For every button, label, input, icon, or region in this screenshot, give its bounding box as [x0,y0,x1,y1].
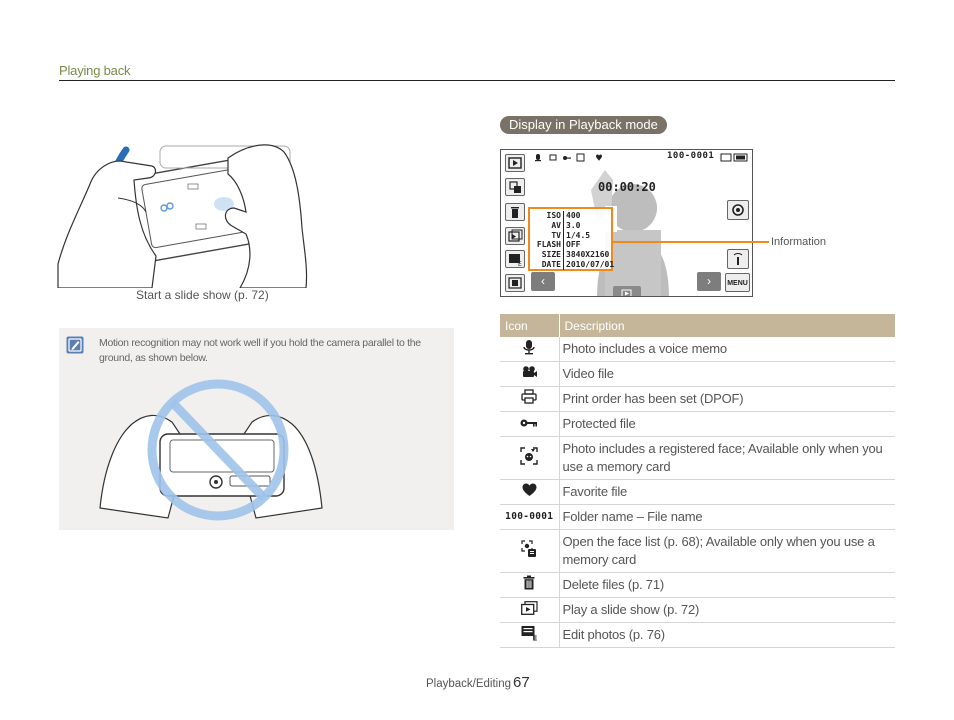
folder-file-name-icon: 100-0001 [505,511,554,523]
information-callout-label: Information [771,236,827,248]
screen-slideshow-button[interactable] [505,227,525,245]
screen-info-key: AV [551,220,561,230]
screen-next-button[interactable]: › [697,272,721,291]
table-header-description: Description [559,314,895,337]
header-divider [59,80,895,81]
table-icon-cell [500,505,559,530]
playback-screen [500,149,753,297]
screen-info-row [532,231,614,241]
table-row [500,437,895,480]
icon-table [500,314,895,648]
screen-info-row [532,250,614,260]
svg-text:E: E [532,634,537,641]
table-description-cell: Edit photos (p. 76) [559,623,895,648]
screen-play-tab[interactable] [613,286,641,297]
table-icon-cell [500,598,559,623]
heart-icon [522,483,537,502]
card-icon [721,154,731,161]
table-icon-cell [500,573,559,598]
status-key-icon [563,156,571,160]
table-icon-cell [500,337,559,362]
screen-info-row [532,240,614,250]
section-title: Playing back [59,63,131,78]
status-print-icon [550,155,556,160]
table-description-cell: Favorite file [559,480,895,505]
parallel-camera-prohibited-illustration [96,378,326,524]
table-row [500,505,895,530]
screen-playback-button[interactable] [505,154,525,172]
screen-file-number: 100-0001 [667,151,715,161]
video-file-icon [521,365,537,384]
screen-timer: 00:00:20 [598,180,656,194]
screen-info-key: FLASH [536,240,561,250]
screen-info-key: SIZE [541,250,561,260]
face-list-icon [521,540,537,563]
footer-section-label: Playback/Editing [426,678,512,690]
screen-info-key: DATE [541,259,561,269]
screen-edit-button[interactable] [505,250,525,268]
screen-info-value: OFF [563,240,580,250]
table-row [500,530,895,573]
table-description-cell: Protected file [559,412,895,437]
screen-view-button[interactable] [505,274,525,292]
slideshow-icon [521,601,538,620]
table-header-row [500,314,895,337]
slideshow-caption: Start a slide show (p. 72) [136,288,269,302]
edit-photo-icon [521,625,538,646]
svg-text:E: E [518,261,522,267]
table-description-cell: Delete files (p. 71) [559,573,895,598]
table-row [500,337,895,362]
table-icon-cell [500,362,559,387]
trash-icon [523,575,535,595]
registered-face-icon [520,447,538,470]
table-description-cell: Play a slide show (p. 72) [559,598,895,623]
screen-info-button[interactable] [727,249,749,269]
table-row [500,573,895,598]
protected-key-icon [520,415,538,433]
screen-info-value: 3840X2160 [563,250,609,260]
information-callout-line [612,241,769,243]
table-icon-cell [500,437,559,480]
table-description-cell: Photo includes a registered face; Available only when you use a memory card [559,437,895,480]
print-order-icon [521,389,537,409]
tilt-camera-illustration [56,138,316,288]
voice-memo-icon [522,339,536,360]
table-icon-cell [500,480,559,505]
screen-info-row [532,211,614,221]
table-row [500,480,895,505]
table-row [500,598,895,623]
table-icon-cell [500,623,559,648]
table-icon-cell [500,412,559,437]
display-mode-pill: Display in Playback mode [500,116,667,134]
screen-prev-button[interactable]: ‹ [531,272,555,291]
note-pencil-icon [66,336,84,354]
status-face-icon [577,154,584,161]
table-description-cell: Video file [559,362,895,387]
screen-info-key: TV [551,230,561,240]
screen-info-key: ISO [546,211,561,220]
table-row [500,387,895,412]
page-number: 67 [513,674,530,691]
screen-info-value: 1/4.5 [563,231,590,241]
status-voice-memo-icon [535,154,541,161]
table-description-cell: Photo includes a voice memo [559,337,895,362]
status-heart-icon [596,155,602,162]
table-icon-cell [500,530,559,573]
screen-info-value: 3.0 [563,221,580,231]
table-description-cell: Print order has been set (DPOF) [559,387,895,412]
screen-info-panel [528,207,613,271]
screen-rotate-button[interactable] [727,200,749,220]
table-header-icon: Icon [500,314,559,337]
table-row [500,362,895,387]
table-description-cell: Folder name – File name [559,505,895,530]
screen-delete-button[interactable] [505,203,525,221]
screen-info-value: 2010/07/01 [563,260,614,270]
screen-info-row [532,221,614,231]
note-text: Motion recognition may not work well if you hold the camera parallel to the ground, as shown below. [99,337,421,364]
screen-info-value: 400 [563,211,580,221]
screen-face-list-button[interactable] [505,178,525,196]
screen-menu-button[interactable]: MENU [725,273,750,292]
table-row [500,412,895,437]
screen-info-row [532,260,614,270]
table-icon-cell [500,387,559,412]
table-description-cell: Open the face list (p. 68); Available only when you use a memory card [559,530,895,573]
table-row [500,623,895,648]
